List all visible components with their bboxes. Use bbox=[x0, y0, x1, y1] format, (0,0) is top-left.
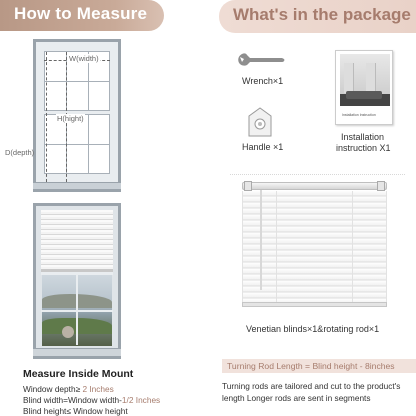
how-to-measure-title: How to Measure bbox=[14, 4, 148, 23]
mount-line-width-prefix: Blind width=Window width- bbox=[23, 395, 122, 405]
inside-mount-heading: Measure Inside Mount bbox=[23, 368, 134, 380]
depth-measure-line bbox=[46, 52, 47, 182]
rod-length-formula: Turning Rod Length = Blind height - 8inches bbox=[227, 361, 395, 371]
installation-label-line2: instruction X1 bbox=[336, 143, 391, 153]
wrench-label: Wrench×1 bbox=[242, 76, 284, 86]
width-label: W(width) bbox=[69, 54, 99, 63]
mount-line-depth-prefix: Window depth≥ bbox=[23, 384, 83, 394]
separator bbox=[230, 174, 405, 175]
height-label: H(hight) bbox=[57, 114, 84, 123]
mount-line-height bbox=[23, 406, 128, 416]
mount-line-depth-value: 2 Inches bbox=[82, 384, 114, 394]
rod-note-line2: length Longer rods are sent in segments bbox=[222, 393, 371, 403]
venetian-blind-image bbox=[242, 182, 387, 312]
installation-booklet-image bbox=[335, 50, 393, 125]
mount-line-height-prefix: Blind height≤ Window height bbox=[23, 406, 128, 416]
mount-line-width-value: 1/2 Inches bbox=[121, 395, 161, 405]
mount-line-depth bbox=[23, 384, 114, 394]
installation-label-line1: Installation bbox=[341, 132, 385, 142]
package-title: What's in the package bbox=[233, 5, 411, 24]
rod-note-line1: Turning rods are tailored and cut to the product's bbox=[222, 381, 401, 391]
handle-label: Handle ×1 bbox=[242, 142, 284, 152]
mount-line-width bbox=[23, 395, 160, 405]
wrench-icon bbox=[236, 50, 286, 72]
blinds-label: Venetian blinds×1&rotating rod×1 bbox=[246, 324, 380, 334]
handle-icon bbox=[243, 106, 277, 140]
window-with-blinds-photo bbox=[33, 203, 121, 359]
depth-label: D(depth) bbox=[5, 148, 35, 157]
booklet-caption: Installation Instruction bbox=[342, 113, 376, 117]
